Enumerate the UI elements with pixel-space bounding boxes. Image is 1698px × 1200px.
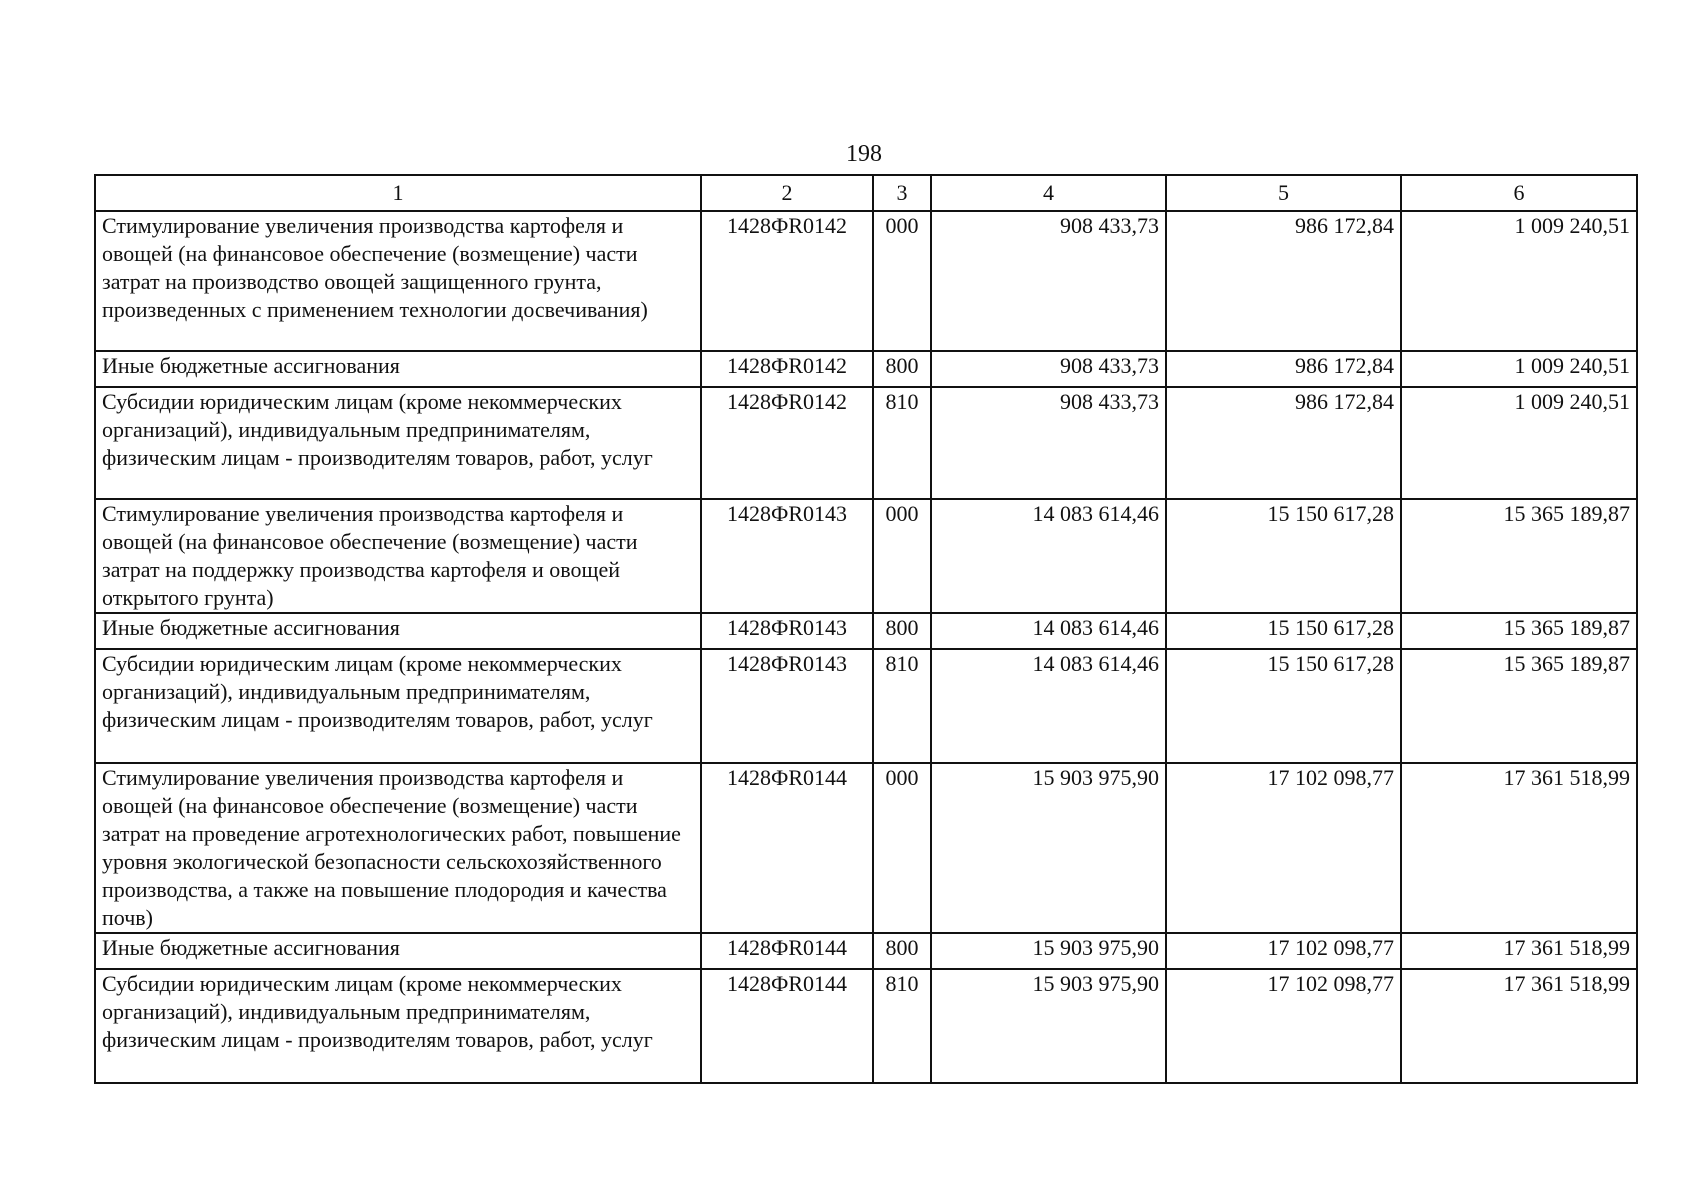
budget-table: [94, 174, 1638, 1084]
amount-col4: 14 083 614,46: [931, 499, 1166, 613]
amount-col4: 14 083 614,46: [931, 613, 1166, 649]
target-code: 1428ФR0142: [701, 351, 873, 387]
amount-col6: 1 009 240,51: [1401, 211, 1637, 351]
amount-col6: 17 361 518,99: [1401, 763, 1637, 933]
table-row: [95, 613, 1637, 649]
amount-col4: 15 903 975,90: [931, 969, 1166, 1083]
target-code: 1428ФR0144: [701, 969, 873, 1083]
column-header: 5: [1166, 175, 1401, 211]
amount-col5: 15 150 617,28: [1166, 649, 1401, 763]
target-code: 1428ФR0143: [701, 649, 873, 763]
row-name: Субсидии юридическим лицам (кроме некоммерческих организаций), индивидуальным предпринимателям, физическим лицам - производителям товаров, работ, услуг: [95, 969, 701, 1083]
amount-col4: 14 083 614,46: [931, 649, 1166, 763]
page-number: 198: [846, 141, 882, 167]
target-code: 1428ФR0142: [701, 387, 873, 499]
amount-col4: 908 433,73: [931, 211, 1166, 351]
column-header: 3: [873, 175, 931, 211]
expense-type-code: 810: [873, 649, 931, 763]
expense-type-code: 800: [873, 613, 931, 649]
column-header: 2: [701, 175, 873, 211]
amount-col5: 986 172,84: [1166, 211, 1401, 351]
amount-col6: 17 361 518,99: [1401, 969, 1637, 1083]
row-name: Стимулирование увеличения производства картофеля и овощей (на финансовое обеспечение (возмещение) части затрат на производство овощей защищенного грунта, произведенных с применением технологии досвечивания): [95, 211, 701, 351]
column-header: 6: [1401, 175, 1637, 211]
table-row: [95, 351, 1637, 387]
amount-col4: 908 433,73: [931, 351, 1166, 387]
table-row: [95, 763, 1637, 933]
amount-col5: 17 102 098,77: [1166, 763, 1401, 933]
amount-col5: 986 172,84: [1166, 351, 1401, 387]
table-row: [95, 211, 1637, 351]
amount-col6: 15 365 189,87: [1401, 649, 1637, 763]
target-code: 1428ФR0142: [701, 211, 873, 351]
expense-type-code: 810: [873, 387, 931, 499]
amount-col5: 17 102 098,77: [1166, 933, 1401, 969]
row-name: Иные бюджетные ассигнования: [95, 351, 701, 387]
row-name: Иные бюджетные ассигнования: [95, 933, 701, 969]
column-header: 1: [95, 175, 701, 211]
amount-col4: 15 903 975,90: [931, 763, 1166, 933]
amount-col4: 15 903 975,90: [931, 933, 1166, 969]
amount-col5: 986 172,84: [1166, 387, 1401, 499]
amount-col5: 15 150 617,28: [1166, 499, 1401, 613]
table-row: [95, 387, 1637, 499]
table-row: [95, 499, 1637, 613]
row-name: Субсидии юридическим лицам (кроме некоммерческих организаций), индивидуальным предпринимателям, физическим лицам - производителям товаров, работ, услуг: [95, 649, 701, 763]
target-code: 1428ФR0144: [701, 763, 873, 933]
target-code: 1428ФR0143: [701, 499, 873, 613]
row-name: Стимулирование увеличения производства картофеля и овощей (на финансовое обеспечение (возмещение) части затрат на поддержку производства картофеля и овощей открытого грунта): [95, 499, 701, 613]
amount-col6: 17 361 518,99: [1401, 933, 1637, 969]
amount-col5: 17 102 098,77: [1166, 969, 1401, 1083]
target-code: 1428ФR0144: [701, 933, 873, 969]
table-row: [95, 969, 1637, 1083]
expense-type-code: 000: [873, 763, 931, 933]
amount-col5: 15 150 617,28: [1166, 613, 1401, 649]
row-name: Иные бюджетные ассигнования: [95, 613, 701, 649]
expense-type-code: 000: [873, 211, 931, 351]
table-row: [95, 649, 1637, 763]
amount-col4: 908 433,73: [931, 387, 1166, 499]
expense-type-code: 000: [873, 499, 931, 613]
amount-col6: 1 009 240,51: [1401, 387, 1637, 499]
amount-col6: 1 009 240,51: [1401, 351, 1637, 387]
row-name: Субсидии юридическим лицам (кроме некоммерческих организаций), индивидуальным предпринимателям, физическим лицам - производителям товаров, работ, услуг: [95, 387, 701, 499]
expense-type-code: 800: [873, 933, 931, 969]
amount-col6: 15 365 189,87: [1401, 499, 1637, 613]
header-row: [95, 175, 1637, 211]
table-row: [95, 933, 1637, 969]
expense-type-code: 810: [873, 969, 931, 1083]
column-header: 4: [931, 175, 1166, 211]
row-name: Стимулирование увеличения производства картофеля и овощей (на финансовое обеспечение (возмещение) части затрат на проведение агротехнологических работ, повышение уровня экологической безопасности сельскохозяйственного производства, а также на повышение плодородия и качества почв): [95, 763, 701, 933]
target-code: 1428ФR0143: [701, 613, 873, 649]
expense-type-code: 800: [873, 351, 931, 387]
amount-col6: 15 365 189,87: [1401, 613, 1637, 649]
